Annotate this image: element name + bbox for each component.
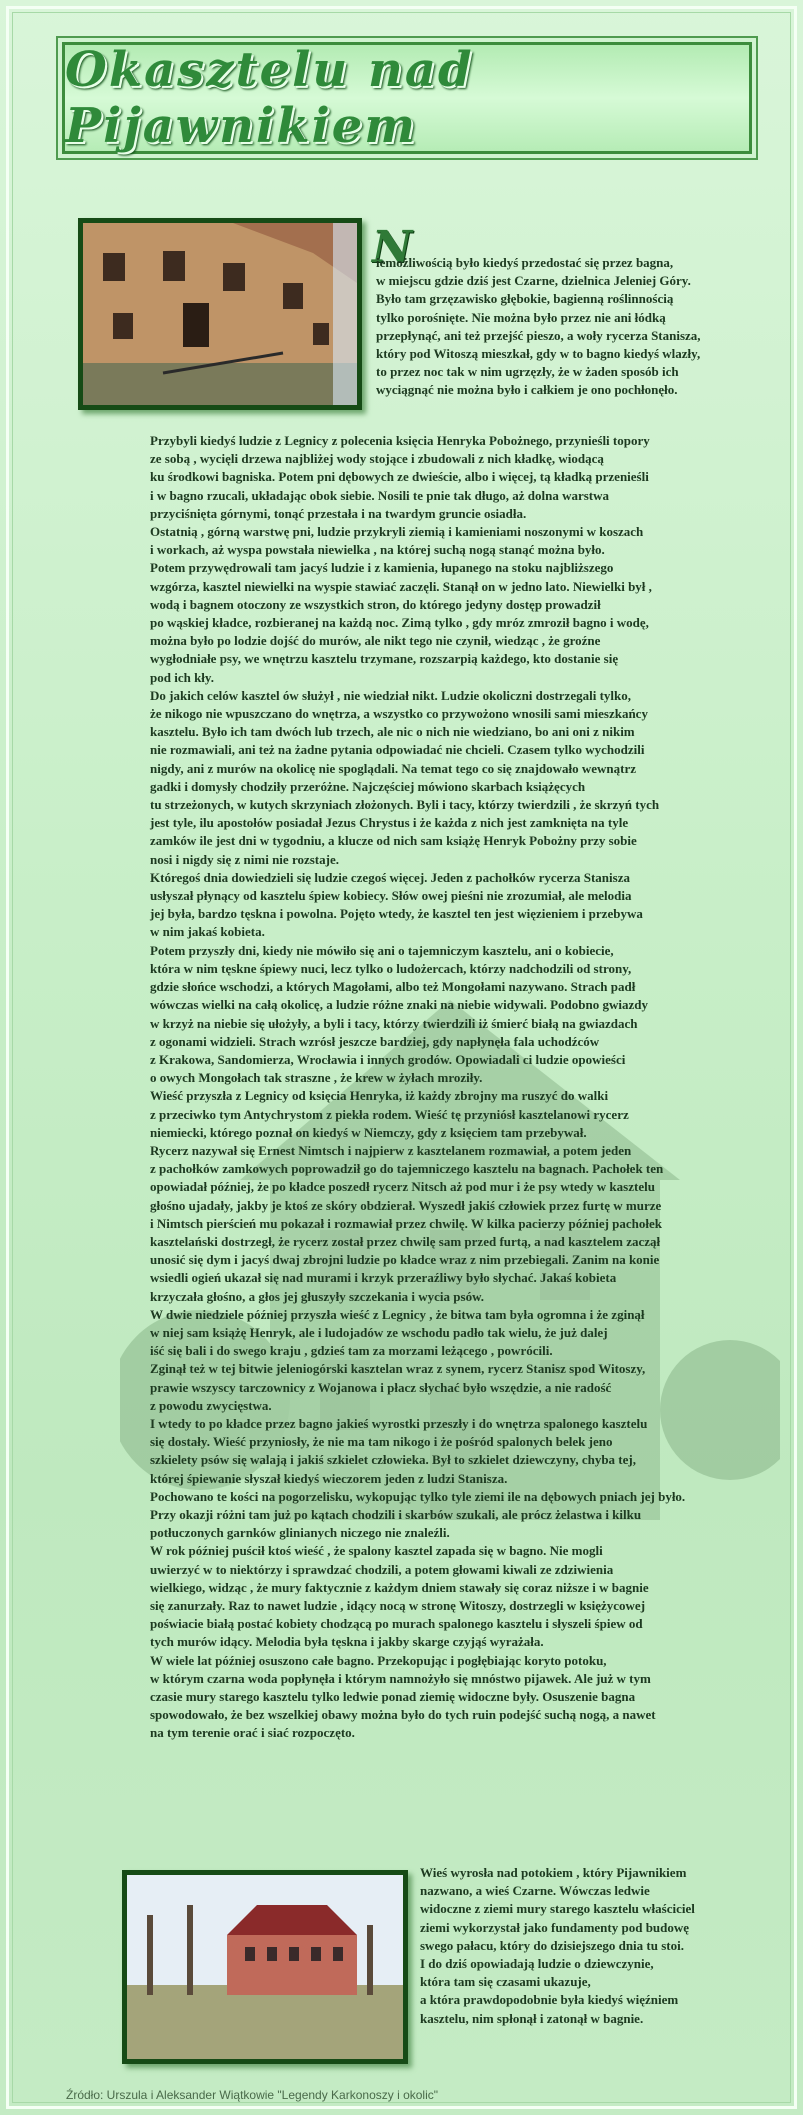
palace-photo-image: [127, 1875, 403, 2059]
page-title: Okasztelu nad Pijawnikiem: [65, 42, 474, 154]
title-banner: [62, 42, 752, 154]
intro-paragraph: iemożliwością było kiedyś przedostać się przez bagna, w miejscu gdzie dziś jest Czarne, dzielnica Jeleniej Góry. Było tam grzęzawisko głębokie, bagienną roślinnością tylko porośnięte. Nie można było przez nie ani łódką przepłynąć, ani też przejść pieszo, a woły rycerza Stanisza, który pod Witoszą mieszkał, gdy w to bagno kiedyś wlazły, to przez noc tak w nim ugrzęzły, że w żaden sposób ich wyciągnąć nie można było i całkiem je ono pochłonęło.: [376, 255, 701, 398]
closing-paragraph: Wieś wyrosła nad potokiem , który Pijawnikiem nazwano, a wieś Czarne. Wówczas ledwie widoczne z ziemi mury starego kasztelu właściciel ziemi wykorzystał jako fundamenty pod budowę swego pałacu, który do dzisiejszego dnia tu stoi. I do dziś opowiadają ludzie o dziewczynie, która tam się czasami ukazuje, a która prawdopodobnie była kiedyś więźniem kasztelu, nim spłonął i zatonął w bagnie.: [420, 1865, 695, 2026]
palace-photo: [122, 1870, 408, 2064]
source-citation: Źródło: Urszula i Aleksander Wiątkowie "Legendy Karkonoszy i okolic": [66, 2088, 439, 2102]
castle-photo-image: [83, 223, 357, 405]
main-story-text: Przybyli kiedyś ludzie z Legnicy z polecenia księcia Henryka Pobożnego, przynieśli topory ze sobą , wycięli drzewa najbliżej wody stojące i zbudowali z nich kładkę, wiodącą ku środkowi bagniska. Potem pni dębowych ze dwieście, albo i więcej, tą kładką przenieśli i w bagno rzucali, układając obok siebie. Nosili te pnie tak długo, aż dolna warstwa przyciśnięta górnymi, tonąć przestała i na twardym gruncie osiadła. Ostatnią , górną warstwę pni, ludzie przykryli ziemią i kamieniami noszonymi w koszach i workach, aż wyspa powstała niewielka , na której suchą nogą stanąć można było. Potem przywędrowali tam jacyś ludzie i z kamienia, łupanego na stoku najbliższego wzgórza, kasztel niewielki na wyspie stawiać zaczęli. Stanął on w jedno lato. Niewielki był , wodą i bagnem otoczony ze wszystkich stron, do którego jedyny dostęp prowadził po wąskiej kładce, rozbieranej na każdą noc. Zimą tylko , gdy mróz zmroził bagno i wodę, można było po lodzie dojść do murów, ale nikt tego nie czynił, wiedząc , że groźne wygłodniałe psy, we wnętrzu kasztelu trzymane, rozszarpią każdego, kto dostanie się pod ich kły. Do jakich celów kasztel ów służył , nie wiedział nikt. Ludzie okoliczni dostrzegali tylko, że nikogo nie wpuszczano do wnętrza, a wszystko co przywożono wnosili sami mieszkańcy kasztelu. Było ich tam dwóch lub trzech, ale nic o nich nie wiedziano, bo ani oni z nikim nie rozmawiali, ani też na żadne pytania odpowiadać nie chcieli. Czasem tylko wychodzili nigdy, ani z murów na okolicę nie spoglądali. Na temat tego co się znajdowało wewnątrz gadki i domysły chodziły przeróżne. Najczęściej mówiono skarbach książęcych tu strzeżonych, w kutych skrzyniach złożonych. Byli i tacy, którzy twierdzili , że skrzyń tych jest tyle, ilu apostołów posiadał Jezus Chrystus i że każda z nich jest zamknięta na tyle zamków ile jest dni w tygodniu, a klucze od nich sam książę Henryk Pobożny przy sobie nosi i nigdy się z nimi nie rozstaje. Któregoś dnia dowiedzieli się ludzie czegoś więcej. Jeden z pachołków rycerza Stanisza usłyszał płynący od kasztelu śpiew kobiecy. Słów owej pieśni nie zrozumiał, ale melodia jej była, bardzo tęskna i powolna. Pojęto wtedy, że kasztel ten jest więzieniem i przebywa w nim jakaś kobieta. Potem przyszły dni, kiedy nie mówiło się ani o tajemniczym kasztelu, ani o kobiecie, która w nim tęskne śpiewy nuci, lecz tylko o ludożercach, którzy nadchodzili od strony, gdzie słońce wschodzi, a których Magołami, albo też Mongołami nazywano. Strach padł wówczas wielki na całą okolicę, a ludzie różne znaki na niebie widywali. Podobno gwiazdy w krzyż na niebie się ułożyły, a byli i tacy, którzy twierdzili iż śmierć białą na gwiazdach z ogonami widzieli. Strach wzrósł jeszcze bardziej, gdy napłynęła fala uchodźców z Krakowa, Sandomierza, Wrocławia i innych grodów. Opowiadali ci ludzie opowieści o owych Mongołach tak straszne , że krew w żyłach mroziły. Wieść przyszła z Legnicy od księcia Henryka, iż każdy zbrojny ma ruszyć do walki z przeciwko tym Antychrystom z piekła rodem. Wieść tę przyniósł kasztelanowi rycerz niemiecki, którego poznał on kiedyś w Niemczy, gdy z księciem tam przebywał. Rycerz nazywał się Ernest Nimtsch i najpierw z kasztelanem rozmawiał, a potem jeden z pachołków zamkowych poprowadził go do tajemniczego kasztelu na bagnach. Pachołek ten opowiadał później, że po kładce poszedł rycerz Nitsch aż pod mur i że psy wtedy w kasztelu głośno ujadały, jakby je ktoś ze skóry obdzierał. Wyszedł jakiś człowiek przez furtę w murze i Nimtsch pierścień mu pokazał i rozmawiał przez chwilę. W kilka pacierzy później pachołek kasztelański dostrzegł, że rycerz został przez chwilę sam przed furtą, a nad kasztelem zaczął unosić się dym i jacyś dwaj zbrojni ludzie po kładce wraz z nim przebiegali. Zanim na konie wsiedli ogień ukazał się nad murami i krzyk przeraźliwy było słychać. Jakaś kobieta krzyczała głośno, a głos jej głuszyły szczekania i wycia psów. W dwie niedziele później przyszła wieść z Legnicy , że bitwa tam była ogromna i że zginął w niej sam książę Henryk, ale i ludojadów ze wschodu padło tak wielu, że już dalej iść się bali i do swego kraju , gdzieś tam za morzami leżącego , powrócili. Zginął też w tej bitwie jeleniogórski kasztelan wraz z synem, rycerz Stanisz spod Witoszy, prawie wszyscy tarczownicy z Wojanowa i płacz słychać było wszędzie, a nie radość z powodu zwycięstwa. I wtedy to po kładce przez bagno jakieś wyrostki przeszły i do wnętrza spalonego kasztelu się dostały. Wieść przyniosły, że nie ma tam nikogo i że pośród spalonych belek jeno szkielety psów się walają i jakiś szkielet człowieka. Był to szkielet dziewczyny, chyba tej, której śpiewanie słyszał kiedyś wieczorem jeden z ludzi Stanisza. Pochowano te kości na pogorzelisku, wykopując tylko tyle ziemi ile na dębowych pniach jej było. Przy okazji różni tam już po kątach chodzili i skarbów szukali, ale prócz żelastwa i kilku potłuczonych garnków glinianych niczego nie znaleźli. W rok później puścił ktoś wieść , że spalony kasztel zapada się w bagno. Nie mogli uwierzyć w to niektórzy i sprawdzać chodzili, a potem głowami kiwali ze zdziwienia wielkiego, widząc , że mury faktycznie z każdym dniem stawały się coraz niższe i w bagnie się zanurzały. Raz to nawet ludzie , idący nocą w stronę Witoszy, dostrzegli w księżycowej poświacie białą postać kobiety chodzącą po murach spalonego kasztelu i słyszeli śpiew od tych murów idący. Melodia była tęskna i jakby skarge czyjąś wyrażała. W wiele lat później osuszono całe bagno. Przekopując i pogłębiając koryto potoku, w którym czarna woda popłynęła i którym namnożyło się mnóstwo pijawek. Ale już w tym czasie mury starego kasztelu tylko ledwie ponad ziemię widoczne były. Osuszenie bagna spowodowało, że bez wszelkiej obawy można było do tych ruin podejść suchą nogą, a nawet na tym terenie orać i siać rozpoczęto.: [150, 433, 686, 1741]
castle-photo: [78, 218, 362, 410]
drop-cap-letter: N: [372, 222, 413, 273]
